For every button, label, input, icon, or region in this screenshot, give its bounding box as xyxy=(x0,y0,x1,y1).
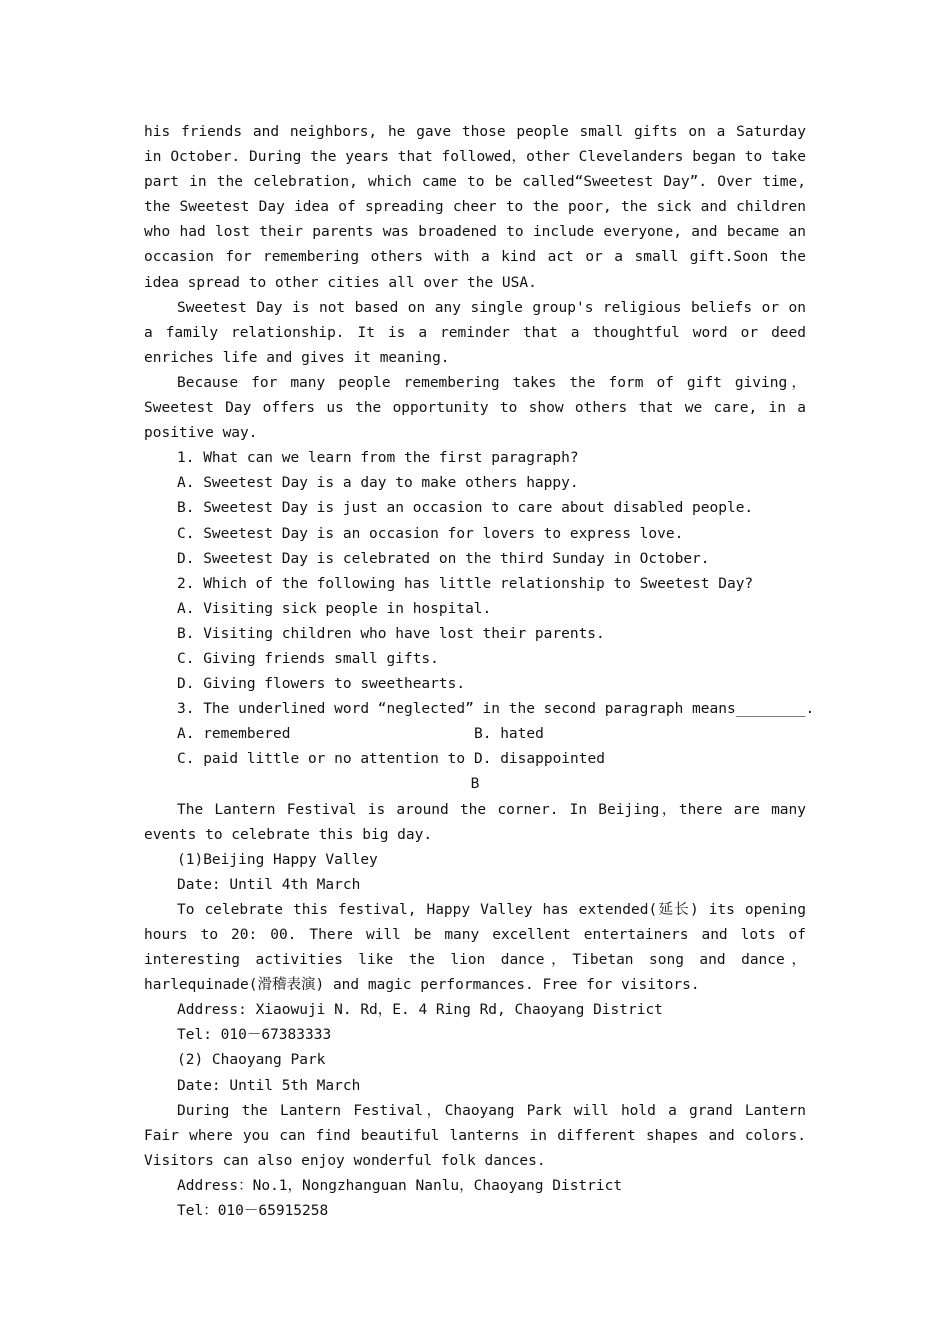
passage-b-intro: The Lantern Festival is around the corner. In Beijing，there are many events to celebrate this big day. xyxy=(144,801,806,843)
event-address: Address: Xiaowuji N. Rd，E. 4 Ring Rd, Chaoyang District xyxy=(177,1002,663,1019)
event-description: To celebrate this festival, Happy Valley has extended(延长) its opening hours to 20: 00. There will be many excellent entertainers and lots of interesting activities like the lion dance，Tibetan song and dance，harlequinade(滑稽表演) and magic performances. Free for visitors. xyxy=(144,901,806,994)
event-title: (1)Beijing Happy Valley xyxy=(177,851,378,868)
option-row-ab xyxy=(144,722,806,747)
passage-a-paragraph-3: Because for many people remembering takes the form of gift giving，Sweetest Day offers us the opportunity to show others that we care, in a positive way. xyxy=(144,374,806,442)
option-c: C. paid little or no attention to xyxy=(177,751,466,768)
event-date: Date: Until 5th March xyxy=(177,1077,361,1094)
option-b: B. Visiting children who have lost their parents. xyxy=(177,625,605,642)
question-2 xyxy=(144,572,806,697)
option-d: D. Sweetest Day is celebrated on the third Sunday in October. xyxy=(177,550,710,567)
option-d: D. Giving flowers to sweethearts. xyxy=(177,676,466,693)
option-a: A. Visiting sick people in hospital. xyxy=(177,600,492,617)
event-address: Address：No.1，Nongzhanguan Nanlu，Chaoyang District xyxy=(177,1177,623,1194)
passage-a-paragraph-2: Sweetest Day is not based on any single group's religious beliefs or on a family relationship. It is a reminder that a thoughtful word or deed enriches life and gives it meaning. xyxy=(144,299,806,366)
event-date: Date: Until 4th March xyxy=(177,876,361,893)
option-a: A. remembered xyxy=(177,726,291,743)
event-title: (2) Chaoyang Park xyxy=(177,1052,326,1069)
document-page xyxy=(144,120,815,1224)
question-stem: 2. Which of the following has little relationship to Sweetest Day? xyxy=(177,575,754,592)
event-tel: Tel：010－65915258 xyxy=(177,1203,329,1220)
option-b: B. Sweetest Day is just an occasion to care about disabled people. xyxy=(177,500,754,517)
option-c: C. Giving friends small gifts. xyxy=(177,650,439,667)
question-3 xyxy=(144,697,815,772)
question-stem: 1. What can we learn from the first paragraph? xyxy=(177,450,579,467)
event-happy-valley xyxy=(144,848,806,1049)
event-description: During the Lantern Festival，Chaoyang Park will hold a grand Lantern Fair where you can find beautiful lanterns in different shapes and colors. Visitors can also enjoy wonderful folk dances. xyxy=(144,1102,806,1169)
option-row-cd xyxy=(144,747,806,772)
option-c: C. Sweetest Day is an occasion for lovers to express love. xyxy=(177,525,684,542)
option-a: A. Sweetest Day is a day to make others happy. xyxy=(177,475,579,492)
passage-a-paragraph-1: his friends and neighbors, he gave those people small gifts on a Saturday in October. During the years that followed，other Clevelanders began to take part in the celebration, which came to be called“Sweetest Day”. Over time, the Sweetest Day idea of spreading cheer to the poor, the sick and children who had lost their parents was broadened to include everyone, and became an occasion for remembering others with a kind act or a small gift.Soon the idea spread to other cities all over the USA. xyxy=(144,124,806,291)
question-stem: 3. The underlined word “neglected” in the second paragraph means________. xyxy=(177,701,815,718)
option-b: B. hated xyxy=(474,726,544,743)
event-chaoyang-park xyxy=(144,1048,806,1224)
question-1 xyxy=(144,446,806,571)
option-d: D. disappointed xyxy=(474,751,605,768)
event-tel: Tel: 010－67383333 xyxy=(177,1027,332,1044)
section-heading-b: B xyxy=(470,776,480,793)
